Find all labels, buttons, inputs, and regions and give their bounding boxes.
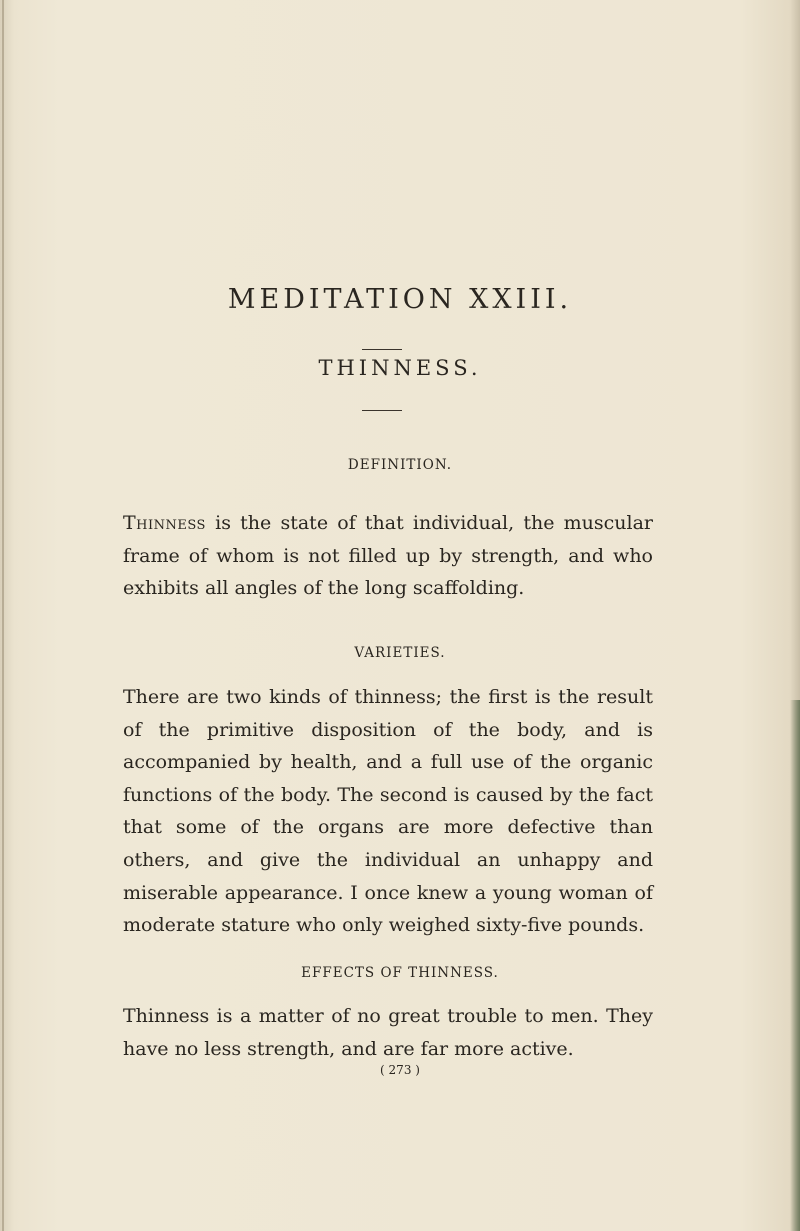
section-heading-definition: DEFINITION.: [347, 457, 453, 473]
chapter-title: MEDITATION XXIII.: [227, 284, 573, 315]
definition-lead-word: Thinness: [123, 512, 206, 534]
effects-paragraph: Thinness is a matter of no great trouble to men. They have no less strength, and are far more active.: [123, 1005, 653, 1060]
definition-text: is the state of that individual, the muscular frame of whom is not filled up by strength, and who exhibits all angles of the long scaffolding.: [123, 512, 653, 600]
page-gutter: [2, 0, 4, 1231]
section-heading-effects: EFFECTS OF THINNESS.: [301, 965, 499, 981]
title-rule: [362, 349, 402, 350]
page-number: ( 273 ): [380, 1063, 420, 1077]
subtitle-rule: [362, 410, 402, 411]
section-heading-varieties: VARIETIES.: [354, 645, 446, 661]
definition-paragraph: [123, 507, 653, 605]
varieties-paragraph: There are two kinds of thinness; the first is the result of the primitive disposition of the body, and is accompanied by health, and a full use of the organic functions of the body. The second is caused by the fact that some of the organs are more defective than others, and give the individual an unhappy and miserable appearance. I once knew a young woman of moderate stature who only weighed sixty-five pounds.: [123, 686, 653, 937]
chapter-subtitle: THINNESS.: [318, 356, 482, 380]
